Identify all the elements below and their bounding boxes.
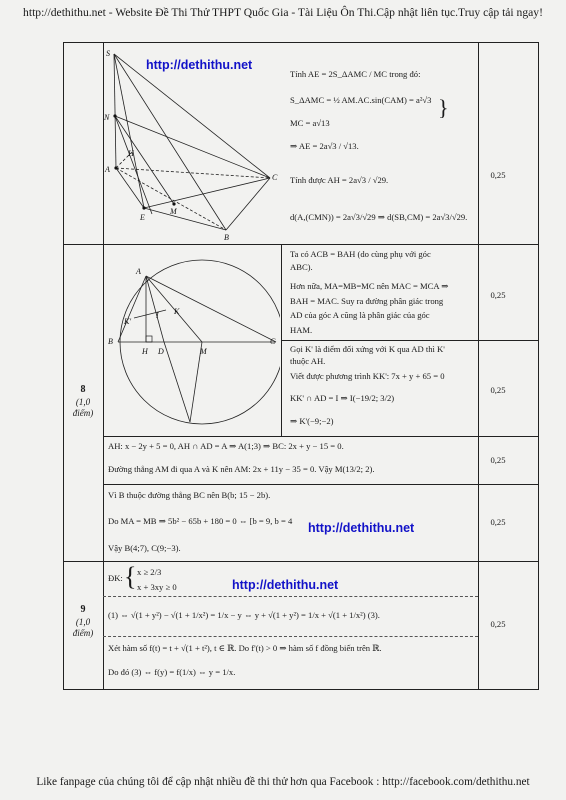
dashed-divider: [103, 636, 478, 637]
watermark-link[interactable]: http://dethithu.net: [308, 521, 415, 535]
brace: }: [438, 95, 449, 120]
point-label-K: K: [174, 307, 180, 316]
solution-line: S_ΔAMC = ½ AM.AC.sin(CAM) = a²√3: [290, 95, 432, 105]
point-label-I: I: [156, 311, 159, 320]
solution-line: AH: x − 2y + 5 = 0, AH ∩ AD = A ⇒ A(1;3) ⇒ BC: 2x + y − 15 = 0.: [108, 441, 344, 451]
point-label-C: C: [270, 337, 276, 346]
pyramid-figure: [104, 44, 280, 244]
solution-line: Tính AE = 2S_ΔAMC / MC trong đó:: [290, 69, 421, 79]
solution-line: thuộc AH.: [290, 356, 326, 366]
page-footer: Like fanpage của chúng tôi để cập nhật nhiều đề thi thử hơn qua Facebook : http://facebook.com/dethithu.net: [36, 776, 530, 788]
point-label-D: D: [158, 347, 164, 356]
point-label-B: B: [224, 233, 229, 242]
solution-line: (1) ⇔ √(1 + y²) − √(1 + 1/x²) = 1/x − y ⇔ y + √(1 + y²) = 1/x + √(1 + 1/x²) (3).: [108, 610, 380, 620]
question-points: điểm): [72, 408, 94, 418]
solution-line: Tính được AH = 2a√3 / √29.: [290, 175, 389, 185]
watermark-link[interactable]: http://dethithu.net: [232, 578, 339, 592]
point-label-N: N: [104, 113, 110, 122]
solution-line: Gọi K' là điểm đối xứng với K qua AD thì K': [290, 344, 445, 354]
point-label-M: M: [170, 207, 177, 216]
solution-line: ABC).: [290, 262, 313, 272]
row-divider: [103, 484, 539, 485]
point-label-C: C: [272, 173, 278, 182]
point-label-S: S: [106, 49, 110, 58]
question-points: (1,0: [75, 617, 91, 627]
question-number: 9: [80, 604, 86, 615]
column-divider-right: [478, 42, 479, 690]
question-number: 8: [80, 384, 86, 395]
row-divider: [281, 340, 539, 341]
question-points: (1,0: [75, 397, 91, 407]
solution-line: Vì B thuộc đường thẳng BC nên B(b; 15 − 2b).: [108, 490, 271, 500]
solution-line: Hơn nữa, MA=MB=MC nên MAC = MCA ⇒: [290, 281, 449, 291]
row-divider: [63, 244, 539, 245]
score-cell: 0,25: [490, 170, 506, 180]
score-cell: 0,25: [490, 455, 506, 465]
solution-line: Vậy B(4;7), C(9;−3).: [108, 543, 181, 553]
dashed-divider: [103, 596, 478, 597]
point-label-Kprime: K': [124, 317, 132, 326]
condition-label: ĐK:: [108, 573, 123, 583]
solution-line: Đường thẳng AM đi qua A và K nên AM: 2x + 11y − 35 = 0. Vậy M(13/2; 2).: [108, 464, 375, 474]
watermark-link[interactable]: http://dethithu.net: [146, 58, 253, 72]
circle-figure: [104, 246, 280, 434]
solution-line: Xét hàm số f(t) = t + √(1 + t²), t ∈ ℝ. Do f'(t) > 0 ⇒ hàm số f đồng biến trên ℝ.: [108, 643, 382, 653]
solution-line: d(A,(CMN)) = 2a√3/√29 ⇒ d(SB,CM) = 2a√3/√29.: [290, 212, 468, 222]
point-label-E: E: [140, 213, 145, 222]
score-cell: 0,25: [490, 619, 506, 629]
solution-line: Do đó (3) ⇔ f(y) = f(1/x) ⇔ y = 1/x.: [108, 667, 236, 677]
point-label-H: H: [128, 149, 134, 158]
solution-line: AD của góc A cũng là phân giác của góc: [290, 310, 430, 320]
solution-line: Viết được phương trình KK': 7x + y + 65 = 0: [290, 371, 445, 381]
solution-line: Do MA = MB ⇒ 5b² − 65b + 180 = 0 ⇔ [b = 9, b = 4: [108, 516, 293, 526]
page-header: http://dethithu.net - Website Đề Thi Thử THPT Quốc Gia - Tài Liệu Ôn Thi.Cập nhật liên tục.Truy cập tải ngay!: [23, 6, 543, 19]
condition-line: x ≥ 2/3: [137, 567, 162, 577]
solution-line: Ta có ACB = BAH (do cùng phụ với góc: [290, 249, 431, 259]
score-cell: 0,25: [490, 290, 506, 300]
solution-line: BAH = MAC. Suy ra đường phân giác trong: [290, 296, 444, 306]
point-label-H: H: [142, 347, 148, 356]
score-cell: 0,25: [490, 385, 506, 395]
solution-line: HAM.: [290, 325, 313, 335]
condition-line: x + 3xy ≥ 0: [137, 582, 177, 592]
solution-line: ⇒ K'(−9;−2): [290, 416, 334, 426]
brace: {: [124, 562, 137, 591]
score-cell: 0,25: [490, 517, 506, 527]
point-label-B: B: [108, 337, 113, 346]
solution-line: KK' ∩ AD = I ⇒ I(−19/2; 3/2): [290, 393, 395, 403]
solution-line: MC = a√13: [290, 118, 330, 128]
point-label-A: A: [136, 267, 141, 276]
row-divider: [103, 436, 539, 437]
point-label-M: M: [200, 347, 207, 356]
solution-line: ⇒ AE = 2a√3 / √13.: [290, 141, 359, 151]
point-label-A: A: [105, 165, 110, 174]
question-points: điểm): [72, 628, 94, 638]
